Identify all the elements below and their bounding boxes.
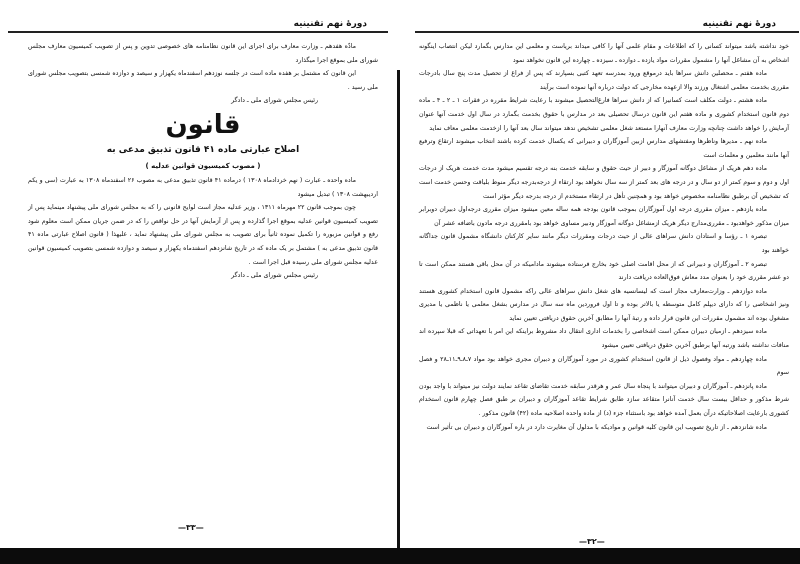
page-body (28, 40, 378, 283)
header-rule (8, 31, 388, 33)
scan-edge (0, 548, 800, 564)
law-title: قانون (165, 109, 241, 140)
paragraph: تبصره ۱ ـ رؤسا و استادان دانش سراهای عالی از حیث درجات ومقررات دیگر مانند سایر کارکنان دانشگاه مشمول قانون جداگانه خواهند بود (419, 233, 789, 254)
binding-shadow (397, 70, 400, 564)
paragraph: ماده هشتم ـ دولت مکلف است کسانیرا که از دانش سراها فارغ‌التحصیل میشوند با رعایت شرایط مقرره در فقرات ۱ ـ ۲ ـ ۴ ـ ماده دوم قانون استخدام کشوری و ماده هفتم این قانون درسال تحصیلی بعد در مدارس با حقوق بخدمت بگمارد در سال اول خدمت آنها عنوان آزمایش را خواهد داشت چنانچه وزارت معارف آنهارا مستعد شغل معلمی تشخیص ندهد میتواند سال بعد آنها را ازخدمت معلمی معاف نماید (419, 97, 789, 132)
paragraph: خود نداشته باشد میتواند کسانی را که اطلاعات و مقام علمی آنها را کافی میداند بریاست و معلمی این مدارس بگمارد لیکن انتصاب اینگونه اشخاص به آن مشاغل آنها را مشمول مقررات مواد یازده ـ دوازده ـ سیزده ـ چهارده این قانون نخواهد نمود (419, 43, 789, 64)
paragraph: ماده واحده ـ عبارت ( نهم خردادماه ۱۳۰۸ ) درماده ۴۱ قانون تذبیق مدعی به مصوب ۲۶ اسفندماه ۱۳۰۸ به عبارت (سی و یکم اردیبهشت ۱۳۰۸ ) تبدیل میشود (28, 176, 378, 198)
paragraph: ماده هفتم ـ محصلین دانش سراها باید درموقع ورود بمدرسه تعهد کتبی بسپارند که پس از فراغ از تحصیل مدت پنج سال بادرجات مقرری بخدمت معلمی اشتغال ورزند والا ازعهده مخارجی که دولت درباره آنها نموده است برآیند (419, 70, 789, 91)
paragraph: ماده شانزدهم ـ از تاریخ تصویب این قانون کلیه قوانین و موادیکه با مدلول آن مغایرت دارد در باره آموزگاران و دبیران بی تأثیر است (426, 423, 767, 431)
paragraph: مادّه هفدهم ـ وزارت معارف برای اجرای این قانون نظامنامه های خصوصی تدوین و پس از تصویب کمیسیون معارف مجلس شورای ملی بموقع اجرا میگذارد (28, 43, 378, 64)
running-header: دورهٔ نهم تقنینیه (293, 19, 367, 29)
signature: رئیس مجلس شورای ملی ـ دادگر (231, 97, 318, 105)
law-subtitle: اصلاح عبارتی ماده ۴۱ قانون تذبیق مدعی به (106, 144, 300, 155)
paragraph: چون بموجب قانون ۲۲ مهرماه ۱۳۱۱ ، وزیر عدلیه مجاز است لوایح قانونی را که به مجلس شورای ملی پیشنهاد مینماید پس از تصویب کمیسیون قوانین عدلیه بموقع اجرا گذارده و پس از آزمایش آنها در حل نواقص را که در ضمن جریان ممکن است معلوم شود رفع و قوانین مزبوره را تکمیل نموده ثانیاً برای تصویب به مجلس شورای ملی پیشنهاد نماید ، علیهذا ( قانون اصلاح عبارتی ماده ۴۱ قانون تذبیق مدعی به ) مشتمل بر یک ماده که در تاریخ شانزدهم اسفندماه یکهزار و سیصد و دوازده شمسی بتصویب کمیسیون قوانین عدلیه مجلس شورای ملی رسیده قبل اجرا است . (28, 204, 378, 266)
page-number: —۳۲— (579, 537, 605, 546)
page-number: —۳۳— (178, 523, 204, 532)
paragraph: ماده دوازدهم ـ وزارت‌معارف مجاز است که لیسانسیه های شغل دانش سراهای عالی راکه مشمول قانون استخدام کشوری هستند ونیز اشخاصی را که دارای دیپلم کامل متوسطه یا بالاتر بوده و تا اول فروردین ماه سه سال در مدارس بشغل معلمی یا ناظمی یا مدیری مشغول بوده اند مشمول مقررات این قانون قرار داده و رتبهٔ آنها را مطابق آخرین حقوق دریافتی تعیین نماید (419, 287, 789, 322)
paragraph: تبصره ۲ ـ آموزگاران و دبیرانی که از محل اقامت اصلی خود بخارج فرستاده میشوند مادامیکه در آن محل باقی هستند ممکن است تا دو عشر مقرری خود را بعنوان مدد معاش فوق‌العاده دریافت دارند (419, 260, 789, 282)
paragraph: ماده پانزدهم ـ آموزگاران و دبیران میتوانند با پنجاه سال عمر و هرقدر سابقه خدمت تقاضای تقاعد نمایند دولت نیز میتواند با واجد بودن شرط مذکور و حداقل بیست سال خدمت آنانرا متقاعد سازد طابق شرایط تقاعد آموزگاران و دبیران بر طبق فصل چهارم قانون استخدام کشوری بارعایت اصلاحاتیکه درآن بعمل آمده خواهد بود باستثناء جزء (د) از ماده واحده اصلاحیه ماده (۴۲) قانون مذکور . (419, 382, 789, 418)
left-page (0, 0, 397, 548)
header-rule (415, 31, 799, 33)
paragraph: ماده سیزدهم ـ ازمیان دبیران ممکن است اشخاصی را بخدمات اداری انتقال داد مشروط براینکه این امر با تعهداتی که قبلا سپرده اند منافات نداشته باشد ورتبه آنها برطبق آخرین حقوق دریافتی تعیین میشود (419, 328, 789, 350)
running-header: دورهٔ نهم تقنینیه (702, 19, 776, 29)
paragraph: ماده دهم هریک از مشاغل دوگانه آموزگار و دبیر از حیث حقوق و سابقه خدمت بنه درجه تقسیم میشود مدت خدمت هریک از درجات اول و دوم و سوم کمتر از دو سال و در درجه های بعد کمتر از سه سال نخواهد بود ارتقاء از درجه‌بدرجه دیگر منوط بلیاقت وحسن خدمت است که تشخیص آن برطبق نظامنامه مخصوص خواهد بود و همچنین تأهل در ارتقاء مستخدم از درجه بدرجه دیگر مؤثر است (419, 165, 789, 200)
page-body (419, 40, 789, 434)
paragraph: ماده نهم ـ مدیرها وناظرها ومفتشهای مدارس ازبین آموزگاران و دبیرانی که یکسال خدمت کرده باشند انتخاب میشوند ارتقاع وترفیع آنها مانند معلمین و معلمات است (419, 138, 789, 159)
paragraph: ماده یازدهم ـ میزان مقرری درجه اول آموزگاران بموجب قانون بودجه همه ساله معین میشود میزان مقرری درجه‌اول دبیران دوبرابر میزان مذکور خواهدبود ـ مقرری‌مدارج دیگر هریک ازمشاغل دوگانه آموزگار ودبیر مساوی خواهد بود بامقرری درجه مادون باضافه عشر آن (419, 206, 789, 227)
paragraph: ماده چهاردهم ـ مواد وفصول ذیل از قانون استخدام کشوری در مورد آموزگاران و دبیران مجری خواهد بود مواد ۷ـ۸ـ۹ـ۱۱ـ۲۸ و فصل سوم (419, 355, 789, 377)
paragraph: این قانون که مشتمل بر هفده ماده است در جلسه نوزدهم اسفندماه یکهزار و سیصد و دوازده شمسی بتصویب مجلس شورای ملی رسید . (28, 70, 378, 91)
approval-note: ( مصوب کمیسیون قوانین عدلیه ) (145, 161, 261, 170)
right-page (403, 0, 800, 548)
signature: رئیس مجلس شورای ملی ـ دادگر (231, 272, 318, 280)
